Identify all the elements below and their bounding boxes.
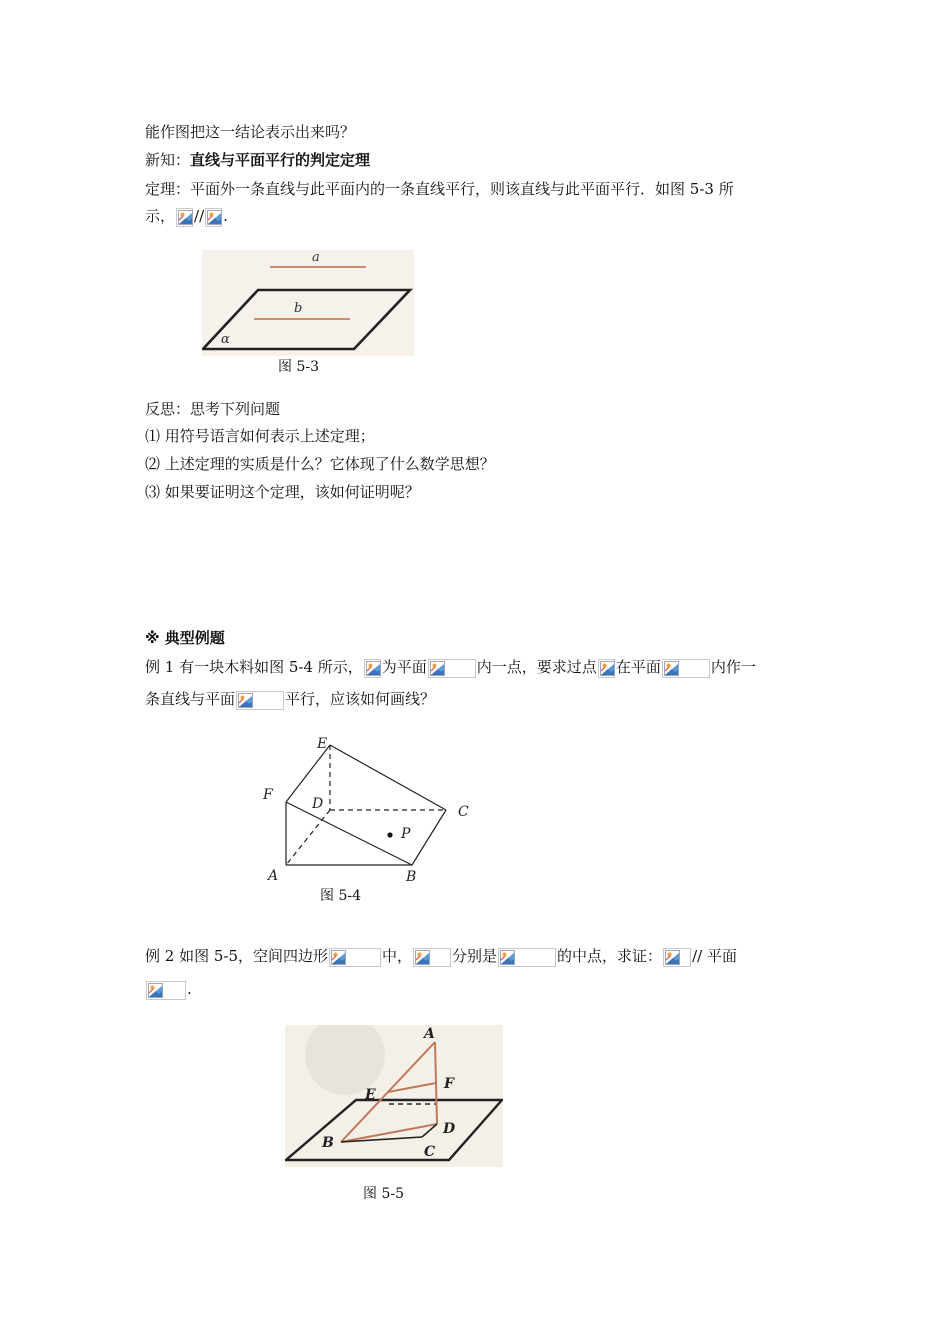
formula-image-icon [413, 948, 451, 967]
example-2-text: 中， [382, 947, 413, 965]
figure-5-5-caption: 图 5-5 [363, 1186, 404, 1202]
formula-image-icon [428, 659, 476, 678]
example-1-text: 内作一 [710, 658, 756, 676]
label-C: C [424, 1144, 436, 1160]
formula-image-icon [205, 208, 222, 227]
figure-5-3-caption: 图 5-3 [278, 359, 319, 375]
example-2-line-1 [145, 946, 737, 967]
example-1-line-2 [145, 689, 435, 710]
edge-BC [412, 810, 446, 865]
new-knowledge-prefix: 新知： [145, 151, 191, 169]
edge-FE [286, 745, 330, 802]
label-B: B [322, 1135, 334, 1151]
figure-background [202, 250, 414, 356]
example-1-text: 为平面 [381, 658, 427, 676]
example-2-text: 的中点，求证： [557, 947, 663, 965]
figure-5-4-caption: 图 5-4 [320, 888, 361, 904]
label-F: F [444, 1076, 454, 1092]
figure-5-5 [285, 1025, 503, 1167]
question-1: ⑴ 用符号语言如何表示上述定理； [145, 427, 375, 445]
theorem-line-2-start: 示， [145, 207, 176, 225]
figure-5-3 [202, 250, 414, 356]
formula-image-icon [498, 948, 556, 967]
formula-image-icon [146, 981, 186, 1000]
example-2-text: // 平面 [692, 947, 737, 965]
label-b: b [294, 301, 303, 316]
label-D: D [443, 1121, 456, 1137]
example-2-text: . [187, 980, 192, 998]
label-A: A [424, 1026, 435, 1042]
edge-EC [330, 745, 446, 810]
label-alpha: α [221, 332, 230, 347]
example-1-text: 例 1 有一块木料如图 5-4 所示， [145, 658, 363, 676]
theorem-line-2 [145, 206, 228, 227]
formula-image-icon [236, 691, 284, 710]
label-A: A [268, 868, 279, 884]
edge-FB [286, 802, 412, 865]
formula-image-icon [329, 948, 381, 967]
example-2-line-2 [145, 979, 192, 1000]
label-F: F [263, 787, 273, 803]
example-2-text: 分别是 [452, 947, 498, 965]
label-P: P [401, 826, 411, 842]
example-1-text: 在平面 [615, 658, 661, 676]
point-P [387, 832, 392, 837]
label-a: a [312, 250, 320, 265]
example-1-text: 条直线与平面 [145, 690, 236, 708]
reflect-title: 反思：思考下列问题 [145, 400, 281, 418]
theorem-title: 直线与平面平行的判定定理 [190, 151, 371, 169]
question-2: ⑵ 上述定理的实质是什么？它体现了什么数学思想？ [145, 455, 495, 473]
label-B: B [406, 869, 417, 885]
label-C: C [458, 804, 469, 820]
example-2-text: 例 2 如图 5-5，空间四边形 [145, 947, 329, 965]
formula-image-icon [598, 659, 615, 678]
figure-5-4 [255, 728, 485, 888]
parallel-symbol: // [194, 207, 205, 225]
formula-image-icon [662, 659, 710, 678]
text-line-1: 能作图把这一结论表示出来吗？ [145, 123, 356, 141]
formula-image-icon [176, 208, 193, 227]
examples-title: ※ 典型例题 [145, 629, 225, 647]
formula-image-icon [663, 948, 691, 967]
question-3: ⑶ 如果要证明这个定理，该如何证明呢？ [145, 483, 420, 501]
hidden-edge-DA [286, 810, 330, 865]
new-knowledge-line [145, 150, 370, 170]
example-1-text: 内一点，要求过点 [476, 658, 597, 676]
label-E: E [365, 1087, 376, 1103]
label-E: E [317, 736, 328, 752]
formula-image-icon [364, 659, 381, 678]
example-1-line-1 [145, 657, 756, 678]
label-D: D [312, 796, 324, 812]
example-1-text: 平行，应该如何画线？ [285, 690, 436, 708]
period: . [223, 207, 228, 225]
theorem-line-1: 定理：平面外一条直线与此平面内的一条直线平行，则该直线与此平面平行．如图 5-3 所 [145, 180, 734, 198]
